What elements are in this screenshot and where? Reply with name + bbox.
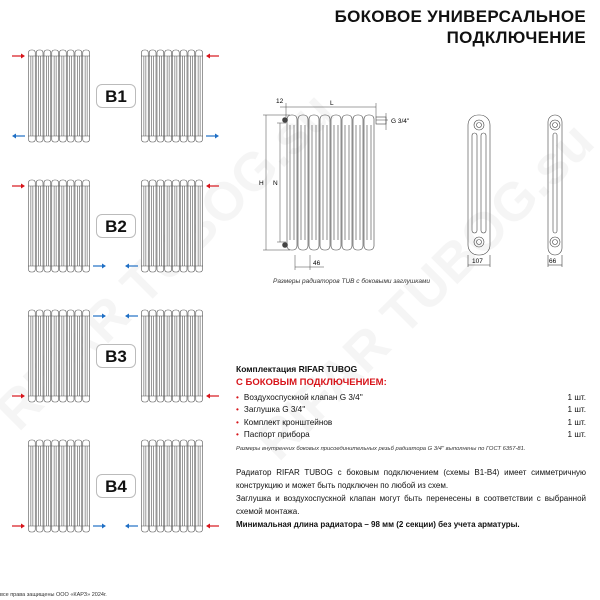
kit-item-name: Заглушка G 3/4'' — [243, 405, 306, 415]
page-title — [335, 6, 586, 48]
scheme-b4 — [0, 432, 230, 542]
supply-arrow-icon — [12, 184, 25, 189]
bullet-icon: • — [236, 417, 239, 427]
copyright: все права защищены ООО «КАРЗ» 2024г. — [0, 592, 107, 598]
dim-107: 107 — [472, 258, 483, 265]
description-p2: Заглушка и воздухоспускной клапан могут быть перенесены в соответствии с выбранной схемой монтажа. — [236, 494, 586, 516]
kit-note: Размеры внутренних боковых присоединительных резьб радиатора G 3/4'' выполнены по ГОСТ 6357-81. — [236, 446, 526, 452]
radiator-right — [141, 310, 203, 402]
kit-item-qty: 1 шт. — [567, 392, 586, 402]
scheme-badge: B4 — [96, 474, 136, 498]
dim-N: N — [273, 180, 278, 187]
title-line-1: БОКОВОЕ УНИВЕРСАЛЬНОЕ — [334, 7, 586, 26]
scheme-badge: B1 — [96, 84, 136, 108]
kit-item-name: Паспорт прибора — [243, 430, 310, 440]
supply-arrow-icon — [12, 394, 25, 399]
drawing-caption: Размеры радиаторов TUB с боковыми заглушками — [273, 278, 431, 285]
bullet-icon: • — [236, 392, 239, 402]
radiator-left — [28, 440, 90, 532]
kit-item-qty: 1 шт. — [567, 417, 586, 427]
supply-arrow-icon — [12, 524, 25, 529]
supply-arrow-icon — [206, 524, 219, 529]
return-arrow-icon — [93, 314, 106, 319]
description-p3: Минимальная длина радиатора – 98 мм (2 секции) без учета арматуры. — [236, 520, 520, 529]
radiator-left — [28, 180, 90, 272]
kit-item-qty: 1 шт. — [567, 405, 586, 415]
kit-item — [236, 416, 586, 429]
return-arrow-icon — [12, 134, 25, 139]
supply-arrow-icon — [206, 184, 219, 189]
kit-item — [236, 391, 586, 404]
thread-label: G 3/4'' — [391, 118, 410, 125]
scheme-b1 — [0, 42, 230, 152]
bullet-icon: • — [236, 405, 239, 415]
scheme-badge: B3 — [96, 344, 136, 368]
radiator-right — [141, 180, 203, 272]
kit-item-name: Комплект кронштейнов — [243, 417, 333, 427]
return-arrow-icon — [125, 264, 138, 269]
dim-46: 46 — [313, 260, 321, 267]
dim-12: 12 — [276, 98, 284, 105]
dim-H: H — [259, 180, 264, 187]
dim-66: 66 — [549, 258, 557, 265]
bullet-icon: • — [236, 430, 239, 440]
scheme-b2 — [0, 172, 230, 282]
description — [236, 466, 586, 531]
kit-section — [236, 364, 586, 452]
radiator-dimension-drawing — [250, 95, 600, 285]
kit-item — [236, 429, 586, 442]
side-view-2-column — [548, 115, 562, 267]
side-view-3-column — [468, 115, 490, 267]
return-arrow-icon — [93, 524, 106, 529]
radiator-left — [28, 50, 90, 142]
radiator-right — [141, 50, 203, 142]
kit-subheading: С БОКОВЫМ ПОДКЛЮЧЕНИЕМ: — [236, 377, 387, 388]
supply-arrow-icon — [206, 394, 219, 399]
kit-item-qty: 1 шт. — [567, 430, 586, 440]
description-p1: Радиатор RIFAR TUBOG с боковым подключением (схемы B1-B4) имеет симметричную конструкцию и может быть подключен по любой из схем. — [236, 468, 586, 490]
supply-arrow-icon — [12, 54, 25, 59]
scheme-b3 — [0, 302, 230, 412]
radiator-right — [141, 440, 203, 532]
title-line-2: ПОДКЛЮЧЕНИЕ — [446, 28, 586, 47]
return-arrow-icon — [125, 314, 138, 319]
radiator-left — [28, 310, 90, 402]
return-arrow-icon — [125, 524, 138, 529]
return-arrow-icon — [93, 264, 106, 269]
return-arrow-icon — [206, 134, 219, 139]
dim-L: L — [330, 100, 334, 107]
kit-item-name: Воздухоспускной клапан G 3/4'' — [243, 392, 363, 402]
scheme-badge: B2 — [96, 214, 136, 238]
kit-heading: Комплектация RIFAR TUBOG — [236, 364, 358, 374]
supply-arrow-icon — [206, 54, 219, 59]
kit-item — [236, 404, 586, 417]
